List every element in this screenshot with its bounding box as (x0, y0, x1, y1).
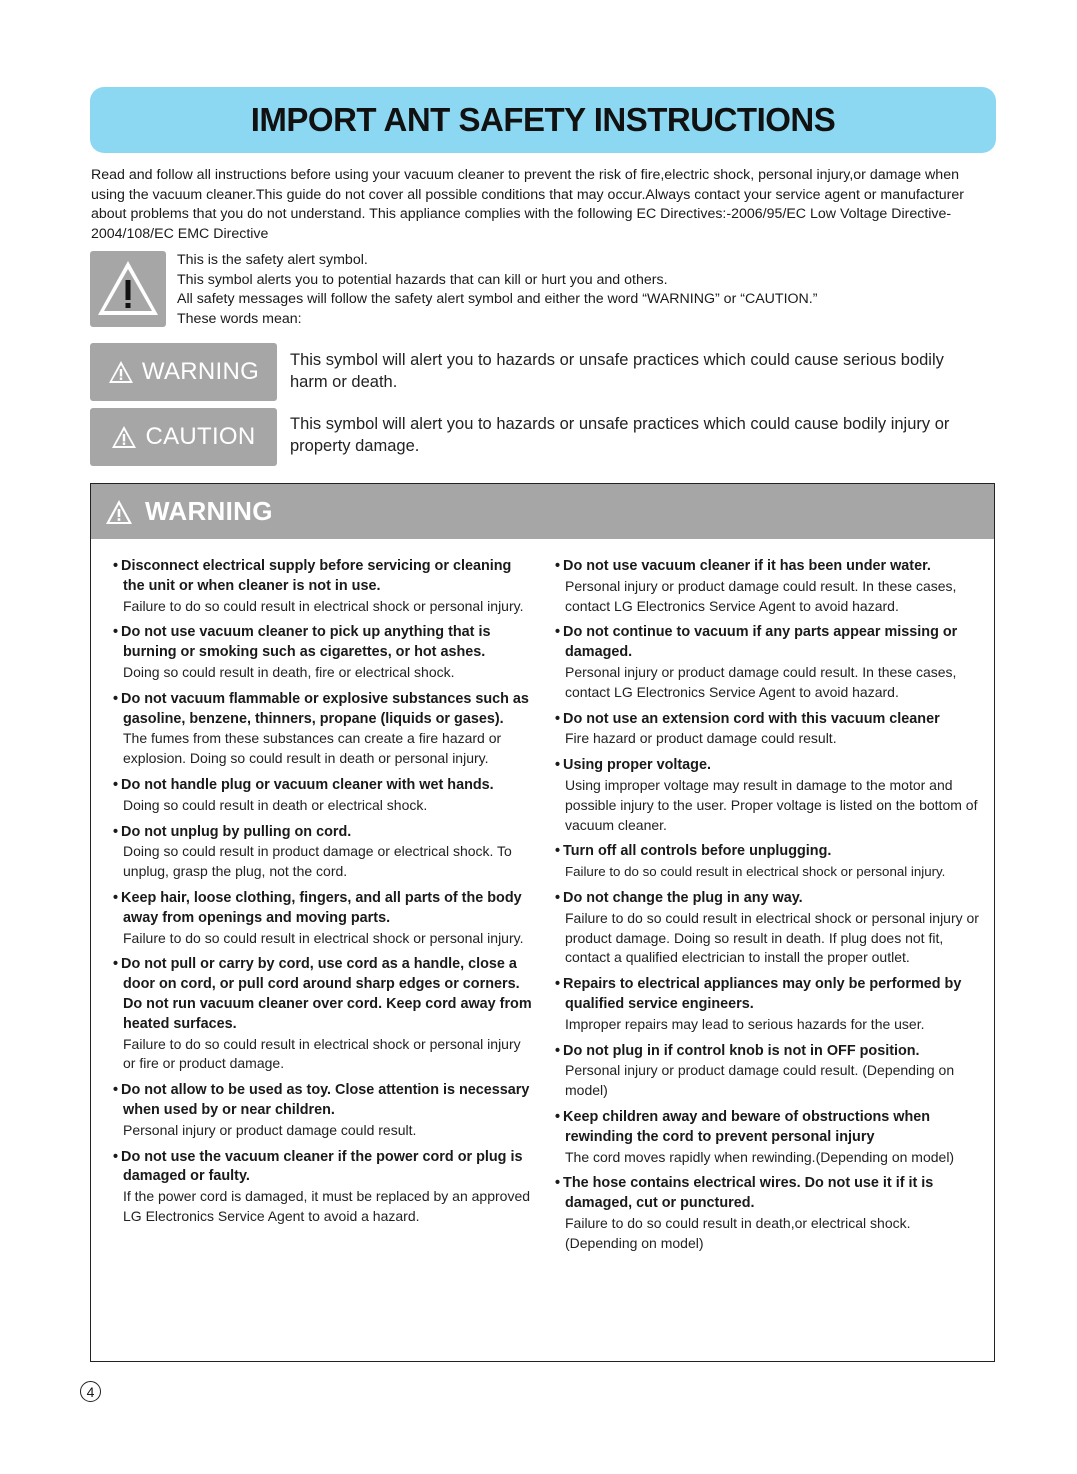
list-item (555, 1108, 985, 1167)
warning-list-left (113, 557, 533, 1234)
item-heading: • Do not allow to be used as toy. Close attention is necessary when used by or near children. (113, 1081, 533, 1121)
item-heading: • Keep hair, loose clothing, fingers, and all parts of the body away from openings and moving parts. (113, 889, 533, 929)
warning-triangle-icon (108, 360, 134, 384)
list-item (555, 842, 985, 882)
item-body: Failure to do so could result in electrical shock or personal injury. (123, 929, 524, 946)
title-banner (90, 87, 996, 153)
item-heading: • Do not pull or carry by cord, use cord as a handle, close a door on cord, or pull cord around sharp edges or corners. Do not run vacuum cleaner over cord. Keep cord away from heated surfaces. (113, 955, 533, 1034)
list-item (113, 557, 533, 616)
safety-alert-symbol (90, 251, 166, 327)
warning-panel-header (91, 484, 994, 539)
alert-explanation (177, 251, 957, 329)
item-body: The cord moves rapidly when rewinding.(Depending on model) (565, 1148, 955, 1165)
alert-line: These words mean: (177, 310, 302, 327)
item-heading: • Do not vacuum flammable or explosive substances such as gasoline, benzene, thinners, propane (liquids or gases). (113, 690, 533, 730)
warning-panel-title: WARNING (145, 496, 273, 526)
item-body: Personal injury or product damage could result. (Depending on model) (565, 1062, 955, 1099)
caution-description: This symbol will alert you to hazards or unsafe practices which could cause bodily injury or property damage. (290, 415, 950, 455)
item-body: Doing so could result in death or electrical shock. (123, 796, 428, 813)
list-item (113, 1148, 533, 1227)
item-body: Personal injury or product damage could result. In these cases, contact LG Electronics Service Agent to avoid hazard. (565, 577, 957, 614)
list-item (555, 756, 985, 835)
item-body: Improper repairs may lead to serious hazards for the user. (565, 1015, 925, 1032)
page-title: IMPORT ANT SAFETY INSTRUCTIONS (250, 101, 836, 138)
warning-triangle-icon (90, 251, 166, 327)
list-item (555, 623, 985, 702)
alert-line: All safety messages will follow the safety alert symbol and either the word “WARNING” or “CAUTION.” (177, 291, 818, 307)
item-heading: • Do not use vacuum cleaner to pick up anything that is burning or smoking such as cigarettes, or hot ashes. (113, 623, 533, 663)
list-item (113, 690, 533, 769)
list-item (555, 889, 985, 968)
list-item (555, 557, 985, 616)
item-body: Failure to do so could result in electrical shock or personal injury or product damage. Doing so result in death. If plug does not fit, contact a qualified electrician to install the proper outlet. (565, 909, 979, 966)
item-body: Failure to do so could result in electrical shock or personal injury. (123, 597, 524, 614)
warning-panel (90, 483, 995, 1362)
warning-description: This symbol will alert you to hazards or unsafe practices which could cause serious bodily harm or death. (290, 351, 944, 391)
item-heading: • Do not plug in if control knob is not in OFF position. (555, 1042, 985, 1062)
warning-badge (90, 343, 277, 401)
item-body: The fumes from these substances can create a fire hazard or explosion. Doing so could result in death or personal injury. (123, 730, 502, 767)
item-body: Personal injury or product damage could result. In these cases, contact LG Electronics Service Agent to avoid hazard. (565, 663, 957, 700)
item-heading: • Do not use an extension cord with this vacuum cleaner (555, 710, 985, 730)
item-body: Using improper voltage may result in damage to the motor and possible injury to the user. Proper voltage is listed on the bottom of vacuum cleaner. (565, 776, 978, 833)
item-body: If the power cord is damaged, it must be replaced by an approved LG Electronics Service Agent to avoid a hazard. (123, 1188, 531, 1224)
list-item (113, 823, 533, 882)
list-item (555, 1174, 985, 1253)
intro-text: Read and follow all instructions before using your vacuum cleaner to prevent the risk of fire,electric shock, personal injury,or damage when using the vacuum cleaner.This guide do not cover all possible conditions that may occur.Always contact your service agent or manufacturer about problems that you do not understand. This appliance complies with the following EC Directives:-2006/95/EC Low Voltage Directive-2004/108/EC EMC Directive (91, 167, 964, 242)
item-heading: • Do not change the plug in any way. (555, 889, 985, 909)
list-item (113, 1081, 533, 1140)
caution-badge-label: CAUTION (145, 423, 256, 450)
list-item (113, 776, 533, 816)
item-body: Fire hazard or product damage could result. (565, 730, 837, 747)
list-item (113, 623, 533, 682)
item-body: Doing so could result in death, fire or electrical shock. (123, 663, 455, 680)
item-heading: • Using proper voltage. (555, 756, 985, 776)
item-heading: • Do not continue to vacuum if any parts appear missing or damaged. (555, 623, 985, 663)
item-body: Failure to do so could result in electrical shock or personal injury or fire or product damage. (123, 1035, 521, 1072)
alert-line: This symbol alerts you to potential hazards that can kill or hurt you and others. (177, 271, 668, 288)
list-item (555, 975, 985, 1034)
alert-line: This is the safety alert symbol. (177, 252, 368, 268)
item-body: Personal injury or product damage could result. (123, 1121, 417, 1138)
warning-list-right (555, 557, 985, 1261)
item-body: Failure to do so could result in electrical shock or personal injury. (565, 864, 946, 880)
list-item (113, 889, 533, 948)
list-item (555, 1042, 985, 1101)
list-item (555, 710, 985, 750)
warning-triangle-icon (111, 425, 137, 449)
item-body: Failure to do so could result in death,or electrical shock. (Depending on model) (565, 1214, 911, 1251)
item-heading: • The hose contains electrical wires. Do not use it if it is damaged, cut or punctured. (555, 1174, 985, 1214)
item-heading: • Keep children away and beware of obstructions when rewinding the cord to prevent personal injury (555, 1108, 985, 1148)
item-heading: • Do not unplug by pulling on cord. (113, 823, 533, 843)
item-heading: • Turn off all controls before unplugging. (555, 842, 985, 862)
caution-badge (90, 408, 277, 466)
warning-badge-label: WARNING (141, 358, 260, 385)
page-number: 4 (80, 1381, 101, 1402)
item-heading: • Do not use the vacuum cleaner if the power cord or plug is damaged or faulty. (113, 1148, 533, 1188)
intro-paragraph (91, 166, 981, 244)
warning-triangle-icon (105, 499, 133, 525)
item-heading: • Disconnect electrical supply before servicing or cleaning the unit or when cleaner is not in use. (113, 557, 533, 597)
item-heading: • Repairs to electrical appliances may only be performed by qualified service engineers. (555, 975, 985, 1015)
list-item (113, 955, 533, 1074)
item-body: Doing so could result in product damage or electrical shock. To unplug, grasp the plug, not the cord. (123, 843, 512, 880)
item-heading: • Do not handle plug or vacuum cleaner with wet hands. (113, 776, 533, 796)
item-heading: • Do not use vacuum cleaner if it has been under water. (555, 557, 985, 577)
